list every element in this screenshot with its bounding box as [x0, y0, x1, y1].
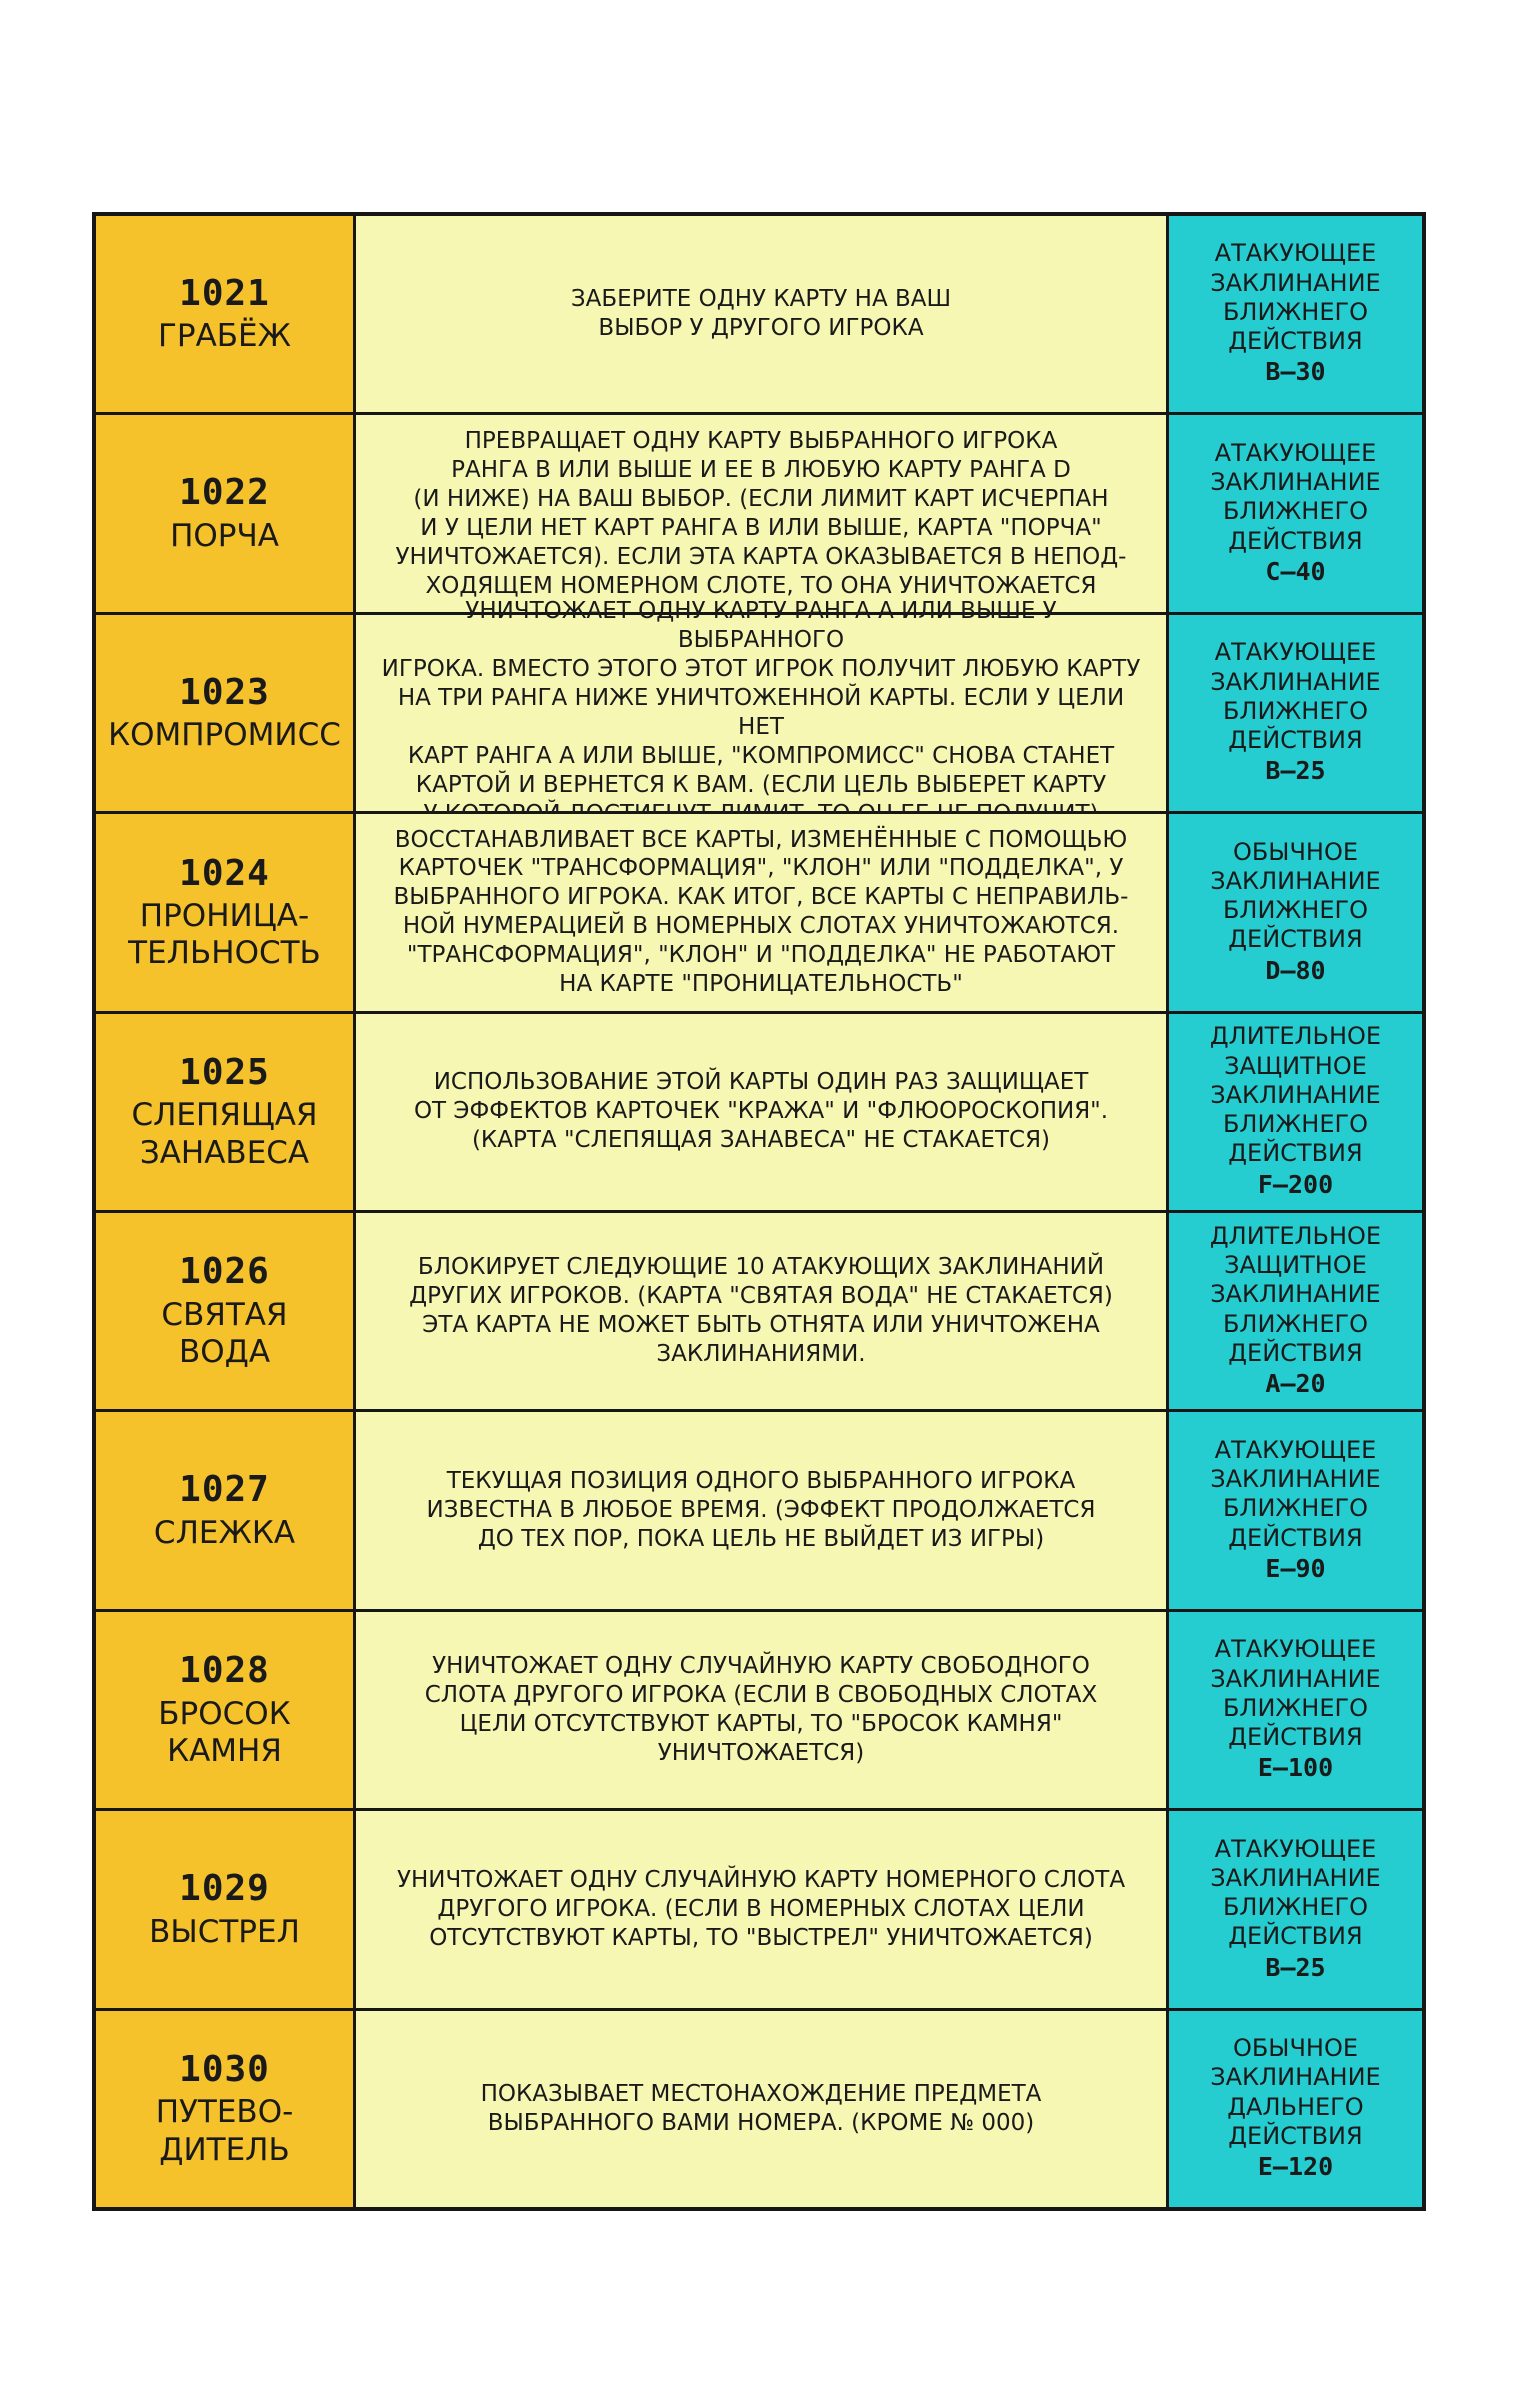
card-type-cell	[1169, 814, 1422, 1010]
card-type-cell	[1169, 415, 1422, 611]
card-type: ДЛИТЕЛЬНОЕ ЗАЩИТНОЕ ЗАКЛИНАНИЕ БЛИЖНЕГО ДЕЙСТВИЯ	[1209, 1022, 1382, 1168]
card-type-cell	[1169, 1811, 1422, 2007]
card-name: СЛЕПЯЩАЯ ЗАНАВЕСА	[131, 1097, 318, 1171]
card-description-cell	[356, 1412, 1169, 1608]
card-rank: C—40	[1265, 556, 1326, 586]
card-description-cell	[356, 1014, 1169, 1210]
card-name: БРОСОК КАМНЯ	[158, 1695, 291, 1769]
card-row	[96, 2011, 1422, 2207]
card-id-cell	[96, 615, 356, 811]
card-number: 1022	[179, 472, 270, 514]
card-description: ЗАБЕРИТЕ ОДНУ КАРТУ НА ВАШ ВЫБОР У ДРУГОГО ИГРОКА	[570, 286, 952, 342]
card-id-cell	[96, 1213, 356, 1409]
card-row	[96, 415, 1422, 614]
card-description: ПОКАЗЫВАЕТ МЕСТОНАХОЖДЕНИЕ ПРЕДМЕТА ВЫБРАННОГО ВАМИ НОМЕРА. (КРОМЕ № 000)	[480, 2080, 1042, 2136]
card-description: ИСПОЛЬЗОВАНИЕ ЭТОЙ КАРТЫ ОДИН РАЗ ЗАЩИЩАЕТ ОТ ЭФФЕКТОВ КАРТОЧЕК "КРАЖА" И "ФЛЮОРОСКОПИЯ". (КАРТА "СЛЕПЯЩАЯ ЗАНАВЕСА" НЕ СТАКАЕТСЯ)	[413, 1069, 1109, 1154]
card-number: 1023	[179, 671, 270, 713]
card-type: АТАКУЮЩЕЕ ЗАКЛИНАНИЕ БЛИЖНЕГО ДЕЙСТВИЯ	[1210, 638, 1381, 755]
card-description-cell	[356, 814, 1169, 1010]
card-description-cell	[356, 1213, 1169, 1409]
card-id-cell	[96, 2011, 356, 2207]
card-number: 1030	[179, 2048, 270, 2090]
card-row	[96, 1014, 1422, 1213]
card-number: 1021	[179, 272, 270, 314]
card-rank: E—100	[1257, 1753, 1334, 1783]
card-type-cell	[1169, 1412, 1422, 1608]
card-rank: D—80	[1265, 955, 1326, 985]
card-number: 1027	[179, 1469, 270, 1511]
card-name: ПОРЧА	[170, 517, 279, 554]
card-type: АТАКУЮЩЕЕ ЗАКЛИНАНИЕ БЛИЖНЕГО ДЕЙСТВИЯ	[1210, 239, 1381, 356]
card-number: 1028	[179, 1650, 270, 1692]
card-name: ГРАБЁЖ	[157, 318, 292, 355]
card-row	[96, 1811, 1422, 2010]
card-number: 1026	[179, 1251, 270, 1293]
card-name: ПУТЕВО- ДИТЕЛЬ	[155, 2094, 294, 2168]
card-type-cell	[1169, 216, 1422, 412]
card-description: УНИЧТОЖАЕТ ОДНУ СЛУЧАЙНУЮ КАРТУ НОМЕРНОГО СЛОТА ДРУГОГО ИГРОКА. (ЕСЛИ В НОМЕРНЫХ СЛОТАХ ЦЕЛИ ОТСУТСТВУЮТ КАРТЫ, ТО "ВЫСТРЕЛ" УНИЧТОЖАЕТСЯ)	[396, 1867, 1126, 1951]
card-description-cell	[356, 415, 1169, 611]
card-name: СЛЕЖКА	[153, 1514, 296, 1551]
card-id-cell	[96, 1014, 356, 1210]
card-description: ВОССТАНАВЛИВАЕТ ВСЕ КАРТЫ, ИЗМЕНЁННЫЕ С ПОМОЩЬЮ КАРТОЧЕК "ТРАНСФОРМАЦИЯ", "КЛОН" ИЛИ "ПОДДЕЛКА", У ВЫБРАННОГО ИГРОКА. КАК ИТОГ, ВСЕ КАРТЫ С НЕПРАВИЛЬ- НОЙ НУМЕРАЦИЕЙ В НОМЕРНЫХ СЛОТАХ УНИЧТОЖАЮТСЯ. "ТРАНСФОРМАЦИЯ", "КЛОН" И "ПОДДЕЛКА" НЕ РАБОТАЮТ НА КАРТЕ "ПРОНИЦАТЕЛЬНОСТЬ"	[393, 826, 1129, 998]
card-name: ВЫСТРЕЛ	[149, 1913, 300, 1950]
card-rank: A—20	[1265, 1369, 1326, 1399]
card-rank: B—30	[1265, 357, 1326, 387]
card-row	[96, 1213, 1422, 1412]
card-number: 1024	[179, 852, 270, 894]
card-row	[96, 1612, 1422, 1811]
card-row	[96, 1412, 1422, 1611]
card-name: ПРОНИЦА- ТЕЛЬНОСТЬ	[128, 897, 321, 972]
card-row	[96, 598, 1422, 814]
card-number: 1025	[179, 1051, 270, 1093]
card-name: СВЯТАЯ ВОДА	[161, 1296, 288, 1370]
card-id-cell	[96, 1412, 356, 1608]
card-type: АТАКУЮЩЕЕ ЗАКЛИНАНИЕ БЛИЖНЕГО ДЕЙСТВИЯ	[1210, 1834, 1381, 1951]
card-id-cell	[96, 814, 356, 1010]
card-description-cell	[356, 1811, 1169, 2007]
card-name: КОМПРОМИСС	[108, 717, 341, 754]
card-number: 1029	[179, 1868, 270, 1910]
card-description: ПРЕВРАЩАЕТ ОДНУ КАРТУ ВЫБРАННОГО ИГРОКА РАНГА В ИЛИ ВЫШЕ И ЕЕ В ЛЮБУЮ КАРТУ РАНГА D (И НИЖЕ) НА ВАШ ВЫБОР. (ЕСЛИ ЛИМИТ КАРТ ИСЧЕРПАН И У ЦЕЛИ НЕТ КАРТ РАНГА В ИЛИ ВЫШЕ, КАРТА "ПОРЧА" УНИЧТОЖАЕТСЯ). ЕСЛИ ЭТА КАРТА ОКАЗЫВАЕТСЯ В НЕПОД- ХОДЯЩЕМ НОМЕРНОМ СЛОТЕ, ТО ОНА УНИЧТОЖАЕТСЯ	[395, 427, 1127, 599]
card-table	[92, 212, 1426, 2211]
card-rank: E—120	[1257, 2152, 1334, 2182]
card-rank: E—90	[1265, 1553, 1326, 1583]
card-type-cell	[1169, 1612, 1422, 1808]
card-id-cell	[96, 1612, 356, 1808]
card-description-cell	[356, 598, 1169, 811]
card-description-cell	[356, 216, 1169, 412]
card-type: АТАКУЮЩЕЕ ЗАКЛИНАНИЕ БЛИЖНЕГО ДЕЙСТВИЯ	[1210, 1635, 1381, 1752]
card-id-cell	[96, 1811, 356, 2007]
card-type: АТАКУЮЩЕЕ ЗАКЛИНАНИЕ БЛИЖНЕГО ДЕЙСТВИЯ	[1210, 438, 1381, 555]
card-type-cell	[1169, 1014, 1422, 1210]
card-description: БЛОКИРУЕТ СЛЕДУЮЩИЕ 10 АТАКУЮЩИХ ЗАКЛИНАНИЙ ДРУГИХ ИГРОКОВ. (КАРТА "СВЯТАЯ ВОДА" НЕ СТАКАЕТСЯ) ЭТА КАРТА НЕ МОЖЕТ БЫТЬ ОТНЯТА ИЛИ УНИЧТОЖЕНА ЗАКЛИНАНИЯМИ.	[409, 1254, 1113, 1368]
card-rank: B—25	[1265, 1952, 1326, 1982]
card-description: УНИЧТОЖАЕТ ОДНУ СЛУЧАЙНУЮ КАРТУ СВОБОДНОГО СЛОТА ДРУГОГО ИГРОКА (ЕСЛИ В СВОБОДНЫХ СЛОТАХ ЦЕЛИ ОТСУТСТВУЮТ КАРТЫ, ТО "БРОСОК КАМНЯ" УНИЧТОЖАЕТСЯ)	[424, 1653, 1098, 1767]
card-type: ДЛИТЕЛЬНОЕ ЗАЩИТНОЕ ЗАКЛИНАНИЕ БЛИЖНЕГО ДЕЙСТВИЯ	[1209, 1221, 1382, 1367]
card-description: ТЕКУЩАЯ ПОЗИЦИЯ ОДНОГО ВЫБРАННОГО ИГРОКА ИЗВЕСТНА В ЛЮБОЕ ВРЕМЯ. (ЭФФЕКТ ПРОДОЛЖАЕТСЯ ДО ТЕХ ПОР, ПОКА ЦЕЛЬ НЕ ВЫЙДЕТ ИЗ ИГРЫ)	[426, 1468, 1096, 1553]
card-row	[96, 814, 1422, 1013]
card-type: ОБЫЧНОЕ ЗАКЛИНАНИЕ БЛИЖНЕГО ДЕЙСТВИЯ	[1210, 837, 1381, 954]
card-description-cell	[356, 1612, 1169, 1808]
card-type-cell	[1169, 615, 1422, 811]
card-type-cell	[1169, 2011, 1422, 2207]
card-row	[96, 216, 1422, 415]
card-type: АТАКУЮЩЕЕ ЗАКЛИНАНИЕ БЛИЖНЕГО ДЕЙСТВИЯ	[1210, 1435, 1381, 1552]
card-type: ОБЫЧНОЕ ЗАКЛИНАНИЕ ДАЛЬНЕГО ДЕЙСТВИЯ	[1210, 2034, 1381, 2150]
card-rank: B—25	[1265, 756, 1326, 786]
card-rank: F—200	[1257, 1169, 1334, 1199]
card-description: УНИЧТОЖАЕТ ОДНУ КАРТУ РАНГА А ИЛИ ВЫШЕ У ВЫБРАННОГО ИГРОКА. ВМЕСТО ЭТОГО ЭТОТ ИГРОК ПОЛУЧИТ ЛЮБУЮ КАРТУ НА ТРИ РАНГА НИЖЕ УНИЧТОЖЕННОЙ КАРТЫ. ЕСЛИ У ЦЕЛИ НЕТ КАРТ РАНГА А ИЛИ ВЫШЕ, "КОМПРОМИСС" СНОВА СТАНЕТ КАРТОЙ И ВЕРНЕТСЯ К ВАМ. (ЕСЛИ ЦЕЛЬ ВЫБЕРЕТ КАРТУ	[381, 598, 1141, 798]
card-id-cell	[96, 415, 356, 611]
card-id-cell	[96, 216, 356, 412]
card-type-cell	[1169, 1213, 1422, 1409]
card-description-cell	[356, 2011, 1169, 2207]
